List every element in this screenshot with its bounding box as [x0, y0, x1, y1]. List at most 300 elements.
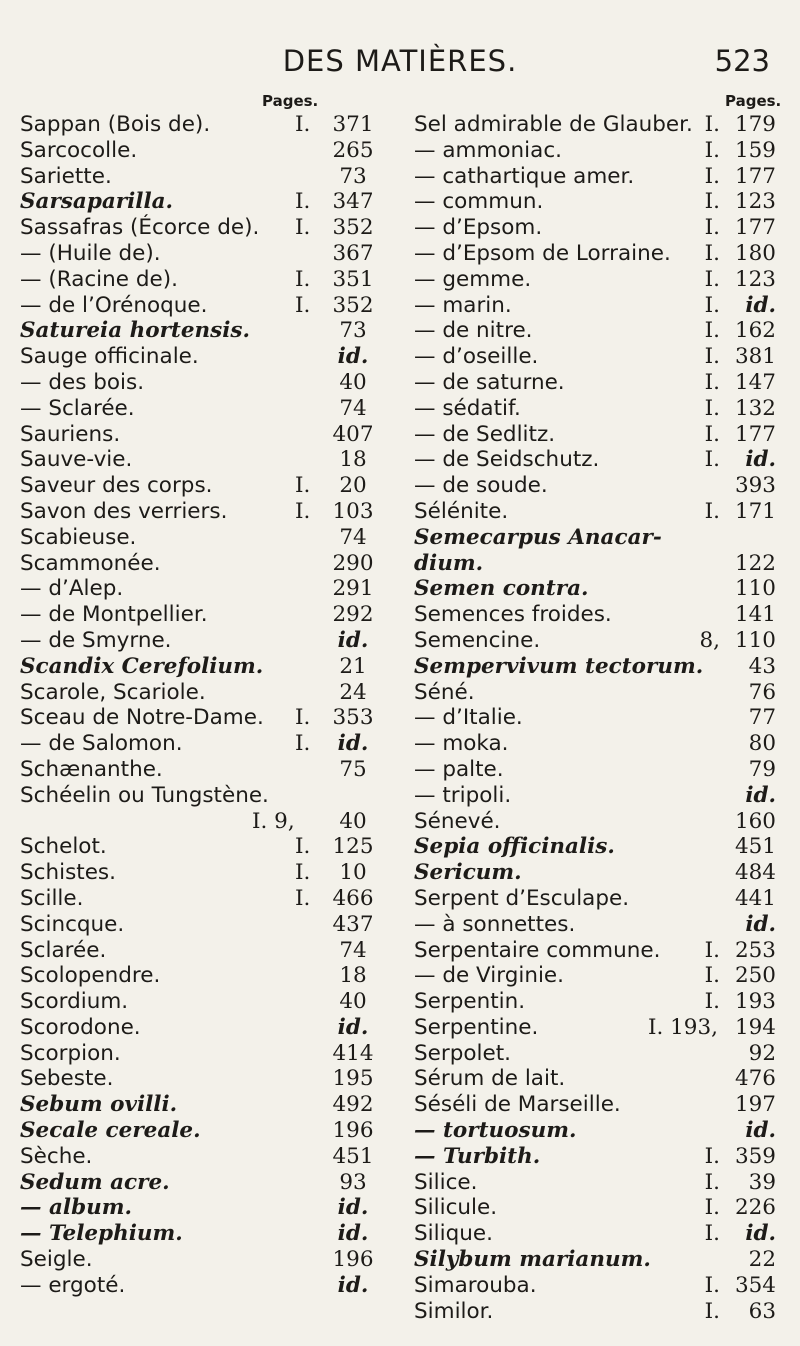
entry-term: Silybum marianum.: [414, 1247, 651, 1273]
index-entry: [20, 138, 403, 164]
entry-page: 92: [748, 1040, 776, 1066]
index-entry: [20, 422, 403, 448]
entry-page: 179: [734, 112, 776, 137]
entry-volume: I.: [295, 189, 311, 215]
entry-page: 196: [332, 1247, 374, 1273]
entry-volume: I.: [704, 163, 720, 189]
index-entry: [414, 525, 776, 551]
entry-volume: I.: [704, 292, 720, 318]
index-entry: [20, 1041, 403, 1067]
entry-term: — de Salomon.: [20, 731, 183, 757]
index-entry: [20, 757, 403, 783]
index-entry: [414, 989, 776, 1015]
entry-page: id.: [337, 344, 369, 370]
index-entry: [414, 886, 776, 912]
index-entry: [20, 473, 403, 499]
index-entry: [20, 886, 403, 912]
index-entry: [20, 809, 403, 835]
entry-page: 18: [339, 963, 367, 989]
entry-page: 110: [734, 576, 776, 602]
entry-term: — tripoli.: [414, 782, 512, 808]
entry-term: — marin.: [414, 292, 512, 318]
index-entry: [414, 628, 776, 654]
entry-term: — d’oseille.: [414, 344, 539, 370]
index-entry: [414, 1015, 776, 1041]
entry-page: id.: [337, 1195, 369, 1221]
entry-page: 39: [748, 1169, 776, 1195]
index-entry: [414, 112, 776, 138]
index-entry: [414, 680, 776, 706]
entry-term: — de nitre.: [414, 318, 533, 344]
entry-page: 79: [748, 756, 776, 782]
entry-volume: 8,: [699, 627, 720, 653]
entry-term: — de Montpellier.: [20, 602, 208, 628]
index-entry: [414, 447, 776, 473]
entry-page: 250: [734, 963, 776, 989]
entry-term: Scabieuse.: [20, 524, 137, 550]
entry-page: 393: [734, 473, 776, 499]
entry-term: Sedum acre.: [20, 1169, 170, 1195]
entry-page: 122: [734, 550, 776, 576]
index-entry: [414, 602, 776, 628]
entry-term: Sappan (Bois de).: [20, 112, 211, 137]
entry-page: 162: [734, 318, 776, 344]
entry-volume: I.: [704, 240, 720, 266]
index-entry: [414, 912, 776, 938]
entry-term: — Sclarée.: [20, 395, 135, 421]
entry-page: 22: [748, 1247, 776, 1273]
index-entry: [414, 834, 776, 860]
entry-volume: I.: [295, 860, 311, 886]
entry-volume: I.: [295, 266, 311, 292]
entry-term: Scolopendre.: [20, 963, 161, 989]
entry-term: Scandix Cerefolium.: [20, 653, 264, 679]
entry-volume: I.: [295, 705, 311, 731]
index-entry: [414, 241, 776, 267]
index-entry: [414, 1118, 776, 1144]
running-head: [0, 44, 800, 84]
entry-term: Semences froides.: [414, 602, 612, 628]
entry-volume: I.: [295, 473, 311, 499]
entry-page: 180: [734, 240, 776, 266]
entry-volume: I.: [704, 1272, 720, 1298]
page-number: 523: [714, 44, 770, 78]
right-index-column: [414, 112, 776, 1324]
entry-term: Simarouba.: [414, 1272, 537, 1298]
entry-term: Schistes.: [20, 860, 116, 886]
index-entry: [20, 1144, 403, 1170]
entry-term: — (Huile de).: [20, 240, 161, 266]
index-entry: [20, 396, 403, 422]
entry-term: — des bois.: [20, 369, 145, 395]
entry-term: — d’Italie.: [414, 705, 523, 731]
index-entry: [20, 1170, 403, 1196]
entry-volume: I.: [704, 215, 720, 241]
entry-page: 24: [339, 679, 367, 705]
entry-page: 347: [332, 189, 374, 215]
entry-volume: I.: [704, 447, 720, 473]
index-entry: [20, 1015, 403, 1041]
index-entry: [414, 705, 776, 731]
entry-term: Scille.: [20, 885, 84, 911]
entry-term: Sclarée.: [20, 937, 107, 963]
entry-term: — Telephium.: [20, 1221, 183, 1247]
entry-volume: I.: [295, 498, 311, 524]
index-entry: [20, 680, 403, 706]
entry-term: — album.: [20, 1195, 132, 1221]
index-entry: [414, 1092, 776, 1118]
entry-page: 177: [734, 215, 776, 241]
entry-term: Silice.: [414, 1169, 478, 1195]
entry-page: 141: [734, 602, 776, 628]
entry-page: 73: [339, 163, 367, 189]
entry-page: 123: [734, 189, 776, 215]
index-entry: [20, 318, 403, 344]
entry-page: 147: [734, 369, 776, 395]
entry-page: 290: [332, 550, 374, 576]
entry-page: 351: [332, 266, 374, 292]
entry-term: Sérum de lait.: [414, 1066, 566, 1092]
entry-term: — cathartique amer.: [414, 163, 635, 189]
entry-page: 292: [332, 602, 374, 628]
index-entry: [414, 138, 776, 164]
entry-page: id.: [745, 447, 776, 473]
entry-page: 159: [734, 137, 776, 163]
entry-page: 73: [339, 318, 367, 344]
index-entry: [20, 293, 403, 319]
entry-term: Scincque.: [20, 911, 125, 937]
entry-volume: I.: [295, 292, 311, 318]
index-entry: [20, 1092, 403, 1118]
index-entry: [20, 551, 403, 577]
index-entry: [414, 1221, 776, 1247]
index-entry: [414, 1195, 776, 1221]
index-entry: [20, 112, 403, 138]
index-entry: [414, 731, 776, 757]
entry-term: — ergoté.: [20, 1272, 126, 1298]
index-entry: [414, 1041, 776, 1067]
entry-page: 291: [332, 576, 374, 602]
index-entry: [414, 860, 776, 886]
entry-page: 352: [332, 292, 374, 318]
entry-page: 177: [734, 421, 776, 447]
entry-page: 20: [339, 473, 367, 499]
entry-term: — d’Epsom de Lorraine.: [414, 240, 671, 266]
entry-term: Sassafras (Écorce de).: [20, 215, 260, 241]
entry-volume: I.: [704, 937, 720, 963]
entry-term: Sepia officinalis.: [414, 834, 615, 860]
entry-page: 197: [734, 1092, 776, 1118]
entry-volume: I.: [704, 1143, 720, 1169]
entry-volume: I.: [704, 1195, 720, 1221]
entry-term: Sarsaparilla.: [20, 189, 174, 215]
index-entry: [20, 447, 403, 473]
entry-term: Serpentine.: [414, 1014, 539, 1040]
entry-page: 63: [748, 1298, 776, 1324]
entry-term: Semen contra.: [414, 576, 589, 602]
entry-page: id.: [337, 1014, 369, 1040]
index-entry: [20, 1273, 403, 1299]
index-entry: [20, 705, 403, 731]
entry-term: dium.: [414, 550, 484, 576]
index-entry: [20, 963, 403, 989]
entry-term: Sericum.: [414, 860, 522, 886]
index-entry: [20, 860, 403, 886]
entry-term: — de soude.: [414, 473, 548, 499]
entry-page: 40: [339, 369, 367, 395]
left-column-pages-heading: Pages.: [262, 92, 319, 110]
entry-term: — de saturne.: [414, 369, 565, 395]
entry-page: 194: [734, 1014, 776, 1040]
entry-page: id.: [337, 1272, 369, 1298]
entry-page: 354: [734, 1272, 776, 1298]
entry-term: Schelot.: [20, 834, 107, 860]
entry-volume: I.: [704, 189, 720, 215]
index-entry: [414, 293, 776, 319]
entry-volume: I.: [704, 369, 720, 395]
entry-page: 75: [339, 756, 367, 782]
entry-page: 441: [734, 885, 776, 911]
entry-volume: I.: [704, 1169, 720, 1195]
entry-term: Sceau de Notre-Dame.: [20, 705, 264, 731]
index-entry: [414, 499, 776, 525]
entry-page: id.: [745, 292, 776, 318]
index-entry: [20, 215, 403, 241]
index-entry: [414, 215, 776, 241]
entry-term: — palte.: [414, 756, 504, 782]
entry-page: 93: [339, 1169, 367, 1195]
entry-term: Sélénite.: [414, 498, 509, 524]
entry-page: 43: [748, 653, 776, 679]
index-entry: [20, 164, 403, 190]
entry-term: Sauge officinale.: [20, 344, 199, 370]
entry-term: — ammoniac.: [414, 137, 562, 163]
entry-volume: I.: [295, 885, 311, 911]
entry-page: 451: [734, 834, 776, 860]
entry-page: 110: [734, 627, 776, 653]
entry-term: Sariette.: [20, 163, 112, 189]
entry-volume: I.: [704, 344, 720, 370]
entry-term: Séné.: [414, 679, 475, 705]
index-entry: [414, 809, 776, 835]
index-entry: [414, 1066, 776, 1092]
index-entry: [20, 602, 403, 628]
entry-page: 226: [734, 1195, 776, 1221]
index-entry: [20, 989, 403, 1015]
entry-page: 414: [332, 1040, 374, 1066]
entry-page: 195: [332, 1066, 374, 1092]
entry-page: 253: [734, 937, 776, 963]
entry-page: 381: [734, 344, 776, 370]
entry-page: 371: [332, 112, 374, 137]
entry-volume: I.: [704, 1221, 720, 1247]
entry-page: 76: [748, 679, 776, 705]
entry-volume: I.: [704, 266, 720, 292]
entry-page: 407: [332, 421, 374, 447]
entry-term: Sénevé.: [414, 808, 501, 834]
index-entry: [414, 551, 776, 577]
entry-term: — de Sedlitz.: [414, 421, 556, 447]
entry-term: Scammonée.: [20, 550, 161, 576]
entry-volume: I.: [704, 989, 720, 1015]
entry-term: Sarcocolle.: [20, 137, 138, 163]
entry-term: — moka.: [414, 731, 509, 757]
entry-term: Serpolet.: [414, 1040, 511, 1066]
index-entry: [20, 938, 403, 964]
entry-term: Sauriens.: [20, 421, 121, 447]
entry-page: id.: [745, 1118, 776, 1144]
entry-page: 359: [734, 1143, 776, 1169]
index-entry: [414, 757, 776, 783]
entry-term: Secale cereale.: [20, 1118, 201, 1144]
entry-page: 74: [339, 937, 367, 963]
entry-page: id.: [337, 1221, 369, 1247]
entry-page: 18: [339, 447, 367, 473]
entry-term: Sempervivum tectorum.: [414, 653, 704, 679]
entry-term: — de Seidschutz.: [414, 447, 600, 473]
index-entry: [20, 654, 403, 680]
entry-page: id.: [745, 1221, 776, 1247]
entry-page: 177: [734, 163, 776, 189]
entry-term: Séséli de Marseille.: [414, 1092, 621, 1118]
entry-page: 352: [332, 215, 374, 241]
entry-term: Scordium.: [20, 989, 129, 1015]
index-entry: [414, 938, 776, 964]
index-entry: [414, 576, 776, 602]
entry-page: id.: [337, 731, 369, 757]
index-entry: [20, 525, 403, 551]
entry-term: Scorodone.: [20, 1014, 141, 1040]
entry-volume: I.: [704, 395, 720, 421]
entry-page: 451: [332, 1143, 374, 1169]
entry-page: 437: [332, 911, 374, 937]
entry-term: — à sonnettes.: [414, 911, 576, 937]
entry-page: 492: [332, 1092, 374, 1118]
entry-volume: I. 9,: [252, 808, 295, 834]
entry-page: id.: [745, 911, 776, 937]
entry-page: 476: [734, 1066, 776, 1092]
index-entry: [414, 396, 776, 422]
index-entry: [20, 1118, 403, 1144]
entry-term: — (Racine de).: [20, 266, 178, 292]
entry-page: 484: [734, 860, 776, 886]
entry-term: Serpent d’Esculape.: [414, 885, 630, 911]
entry-term: Sebum ovilli.: [20, 1092, 178, 1118]
entry-term: Silique.: [414, 1221, 493, 1247]
entry-term: — gemme.: [414, 266, 532, 292]
entry-term: Sèche.: [20, 1143, 93, 1169]
entry-term: Savon des verriers.: [20, 498, 228, 524]
entry-page: 74: [339, 524, 367, 550]
entry-term: Scorpion.: [20, 1040, 121, 1066]
index-entry: [20, 344, 403, 370]
index-entry: [414, 370, 776, 396]
entry-page: 74: [339, 395, 367, 421]
entry-page: 77: [748, 705, 776, 731]
entry-page: 123: [734, 266, 776, 292]
entry-page: 80: [748, 731, 776, 757]
entry-volume: I.: [704, 1298, 720, 1324]
entry-page: 40: [339, 808, 367, 834]
index-entry: [20, 189, 403, 215]
index-entry: [414, 654, 776, 680]
entry-volume: I.: [295, 215, 311, 241]
running-head-title: DES MATIÈRES.: [282, 44, 518, 78]
index-entry: [414, 1299, 776, 1325]
entry-term: — de Smyrne.: [20, 627, 172, 653]
entry-page: 353: [332, 705, 374, 731]
entry-page: 132: [734, 395, 776, 421]
entry-volume: I. 193,: [647, 1014, 718, 1040]
index-entry: [20, 499, 403, 525]
left-index-column: [20, 112, 403, 1299]
index-entry: [414, 344, 776, 370]
entry-term: Sel admirable de Glauber.: [414, 112, 693, 137]
entry-term: — tortuosum.: [414, 1118, 577, 1144]
index-entry: [20, 576, 403, 602]
entry-term: — commun.: [414, 189, 544, 215]
entry-term: Semencine.: [414, 627, 541, 653]
entry-term: Saveur des corps.: [20, 473, 213, 499]
entry-term: Schænanthe.: [20, 756, 163, 782]
entry-term: — de Virginie.: [414, 963, 564, 989]
entry-term: Sebeste.: [20, 1066, 114, 1092]
index-entry: [20, 241, 403, 267]
entry-volume: I.: [704, 421, 720, 447]
index-entry: [414, 1144, 776, 1170]
entry-term: Silicule.: [414, 1195, 498, 1221]
index-entry: [414, 318, 776, 344]
entry-term: Seigle.: [20, 1247, 93, 1273]
entry-page: id.: [337, 627, 369, 653]
index-entry: [414, 783, 776, 809]
entry-term: — d’Epsom.: [414, 215, 543, 241]
entry-page: id.: [745, 782, 776, 808]
entry-volume: I.: [704, 498, 720, 524]
entry-page: 196: [332, 1118, 374, 1144]
entry-volume: I.: [295, 731, 311, 757]
right-column-pages-heading: Pages.: [725, 92, 782, 110]
entry-term: Sauve-vie.: [20, 447, 133, 473]
entry-page: 160: [734, 808, 776, 834]
entry-term: Satureia hortensis.: [20, 318, 251, 344]
index-entry: [20, 783, 403, 809]
entry-page: 21: [339, 653, 367, 679]
entry-term: Scarole, Scariole.: [20, 679, 206, 705]
index-entry: [20, 912, 403, 938]
entry-volume: I.: [704, 137, 720, 163]
entry-term: Serpentaire commune.: [414, 937, 661, 963]
entry-term: Schéelin ou Tungstène.: [20, 782, 269, 808]
entry-term: Similor.: [414, 1298, 494, 1324]
entry-volume: I.: [704, 318, 720, 344]
index-entry: [20, 370, 403, 396]
entry-page: 40: [339, 989, 367, 1015]
entry-page: 193: [734, 989, 776, 1015]
entry-term: — Turbith.: [414, 1143, 541, 1169]
entry-volume: I.: [704, 963, 720, 989]
index-entry: [414, 963, 776, 989]
entry-page: 125: [332, 834, 374, 860]
entry-page: 367: [332, 240, 374, 266]
index-entry: [20, 1066, 403, 1092]
entry-page: 265: [332, 137, 374, 163]
entry-page: 466: [332, 885, 374, 911]
index-entry: [20, 1195, 403, 1221]
entry-page: 103: [332, 498, 374, 524]
entry-volume: I.: [295, 834, 311, 860]
index-entry: [414, 267, 776, 293]
